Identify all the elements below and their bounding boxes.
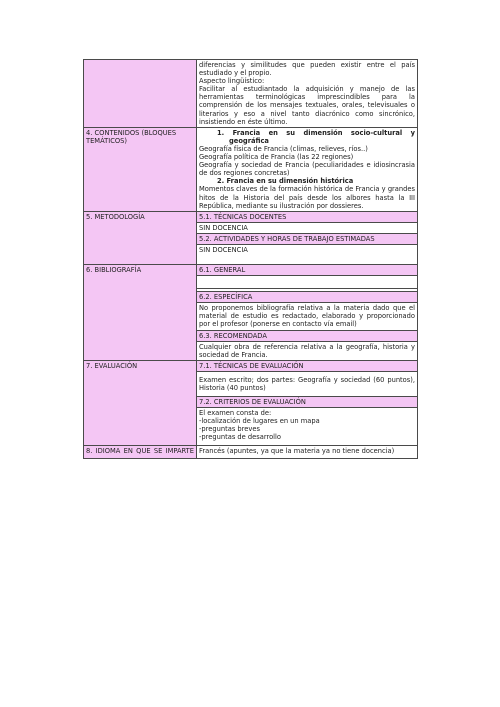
evaluacion-label: 7. EVALUACIÓN [84,360,197,445]
metodologia-label: 5. METODOLOGÍA [84,211,197,264]
actividades-text: SIN DOCENCIA [197,244,418,264]
criterios-evaluacion-cell [197,408,418,445]
topic-line-1: Geografía física de Francia (climas, relieves, ríos..) [199,144,368,153]
intro-row [84,60,418,128]
actividades-title: 5.2. ACTIVIDADES Y HORAS DE TRABAJO ESTIMADAS [197,233,418,244]
intro-paragraph-2: Facilitar al estudiantado la adquisición y manejo de las herramientas terminológicas imprescindibles para la comprensión de los mensajes textuales, orales, televisuales o literarios y eso a nivel tanto diacrónico como sincrónico, insistiendo en éste último. [199,85,415,126]
bibliografia-especifica-text: No proponemos bibliografía relativa a la materia dado que el material de estudio es redactado, elaborado y proporcionado por el profesor (ponerse en contacto vía email) [197,303,418,330]
bibliografia-especifica-title: 6.2. ESPECÍFICA [197,292,418,303]
bibliografia-row-1 [84,265,418,276]
intro-label-cell [84,60,197,128]
topic-line-3: Geografía y sociedad de Francia (peculiaridades e idiosincrasia de dos regiones concretas) [199,161,415,178]
idioma-text: Francés (apuntes, ya que la materia ya no tiene docencia) [197,445,418,458]
bibliografia-label: 6. BIBLIOGRAFÍA [84,265,197,361]
criterios-line-4: -preguntas de desarrollo [199,433,281,442]
tecnicas-evaluacion-text: Examen escrito; dos partes: Geografía y sociedad (60 puntos), Historia (40 puntos) [197,371,418,396]
bibliografia-recomendada-title: 6.3. RECOMENDADA [197,330,418,341]
tecnicas-docentes-title: 5.1. TÉCNICAS DOCENTES [197,211,418,222]
criterios-line-3: -preguntas breves [199,425,260,434]
contenidos-label: 4. CONTENIDOS (BLOQUES TEMÁTICOS) [84,127,197,211]
contenidos-content-cell [197,127,418,211]
bibliografia-general-text [197,276,418,289]
course-info-table [83,59,418,459]
linguistic-aspect-title: Aspecto lingüístico: [199,77,265,86]
topic-line-4: Momentos claves de la formación histórica de Francia y grandes hitos de la Historia del país desde los albores hasta la III República, mediante su ilustración por dossieres. [199,185,415,210]
intro-content-cell [197,60,418,128]
intro-paragraph-1: diferencias y similitudes que pueden existir entre el país estudiado y el propio. [199,61,415,78]
topic-line-2: Geografía política de Francia (las 22 regiones) [199,153,354,162]
idioma-label-text: 8. IDIOMA EN QUE SE IMPARTE [86,446,194,455]
tecnicas-evaluacion-title: 7.1. TÉCNICAS DE EVALUACIÓN [197,360,418,371]
criterios-line-1: El examen consta de: [199,409,272,418]
topic-heading-2: 2. Francia en su dimensión histórica [217,177,354,186]
criterios-evaluacion-title: 7.2. CRITERIOS DE EVALUACIÓN [197,397,418,408]
idioma-row [84,445,418,458]
criterios-line-2: -localización de lugares en un mapa [199,417,320,426]
bibliografia-general-title: 6.1. GENERAL [197,265,418,276]
idioma-label [84,445,197,458]
bibliografia-recomendada-text: Cualquier obra de referencia relativa a la geografía, historia y sociedad de Francia. [197,341,418,360]
evaluacion-row-1 [84,360,418,371]
tecnicas-docentes-text: SIN DOCENCIA [197,222,418,233]
metodologia-row-1 [84,211,418,222]
contenidos-row [84,127,418,211]
topic-heading-1: 1. Francia en su dimensión socio-cultural y geográfica [217,128,415,145]
